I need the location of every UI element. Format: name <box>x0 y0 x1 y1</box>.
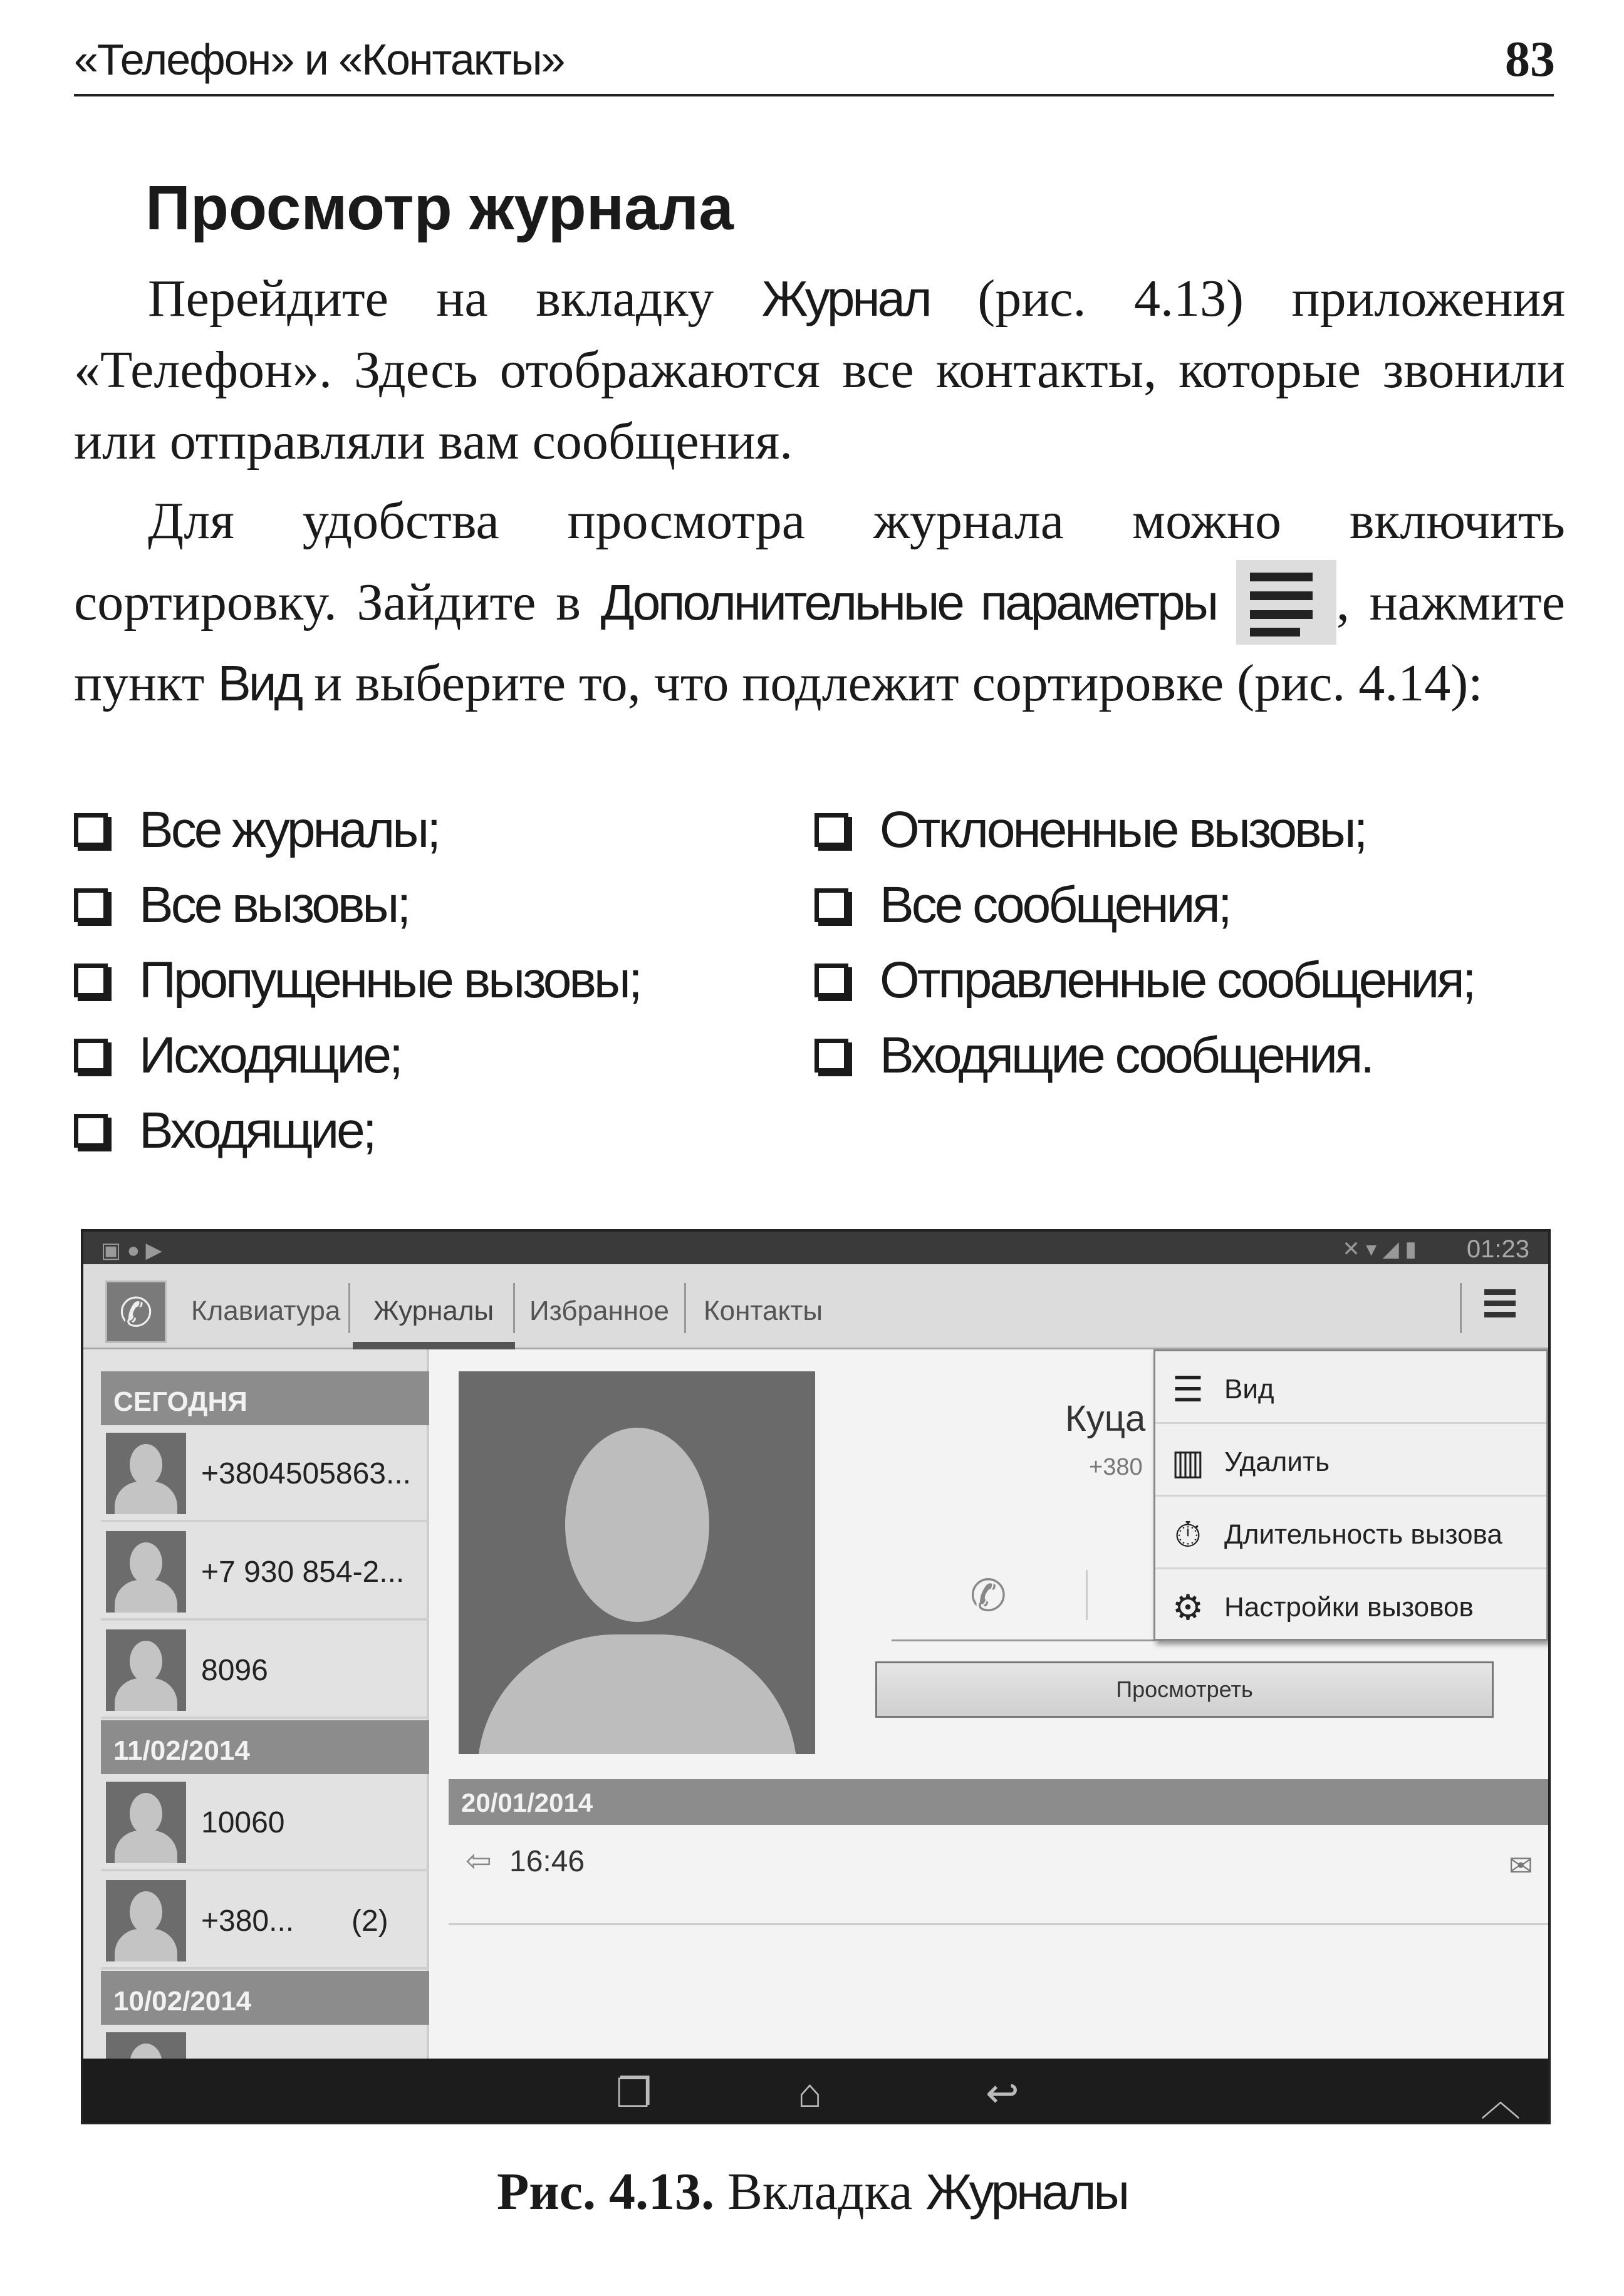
back-icon[interactable]: ↩ <box>986 2070 1019 2116</box>
incoming-call-arrow-icon: ⇦ <box>466 1843 492 1878</box>
checkbox-bullet-icon <box>815 1039 848 1073</box>
section-title: Просмотр журнала <box>145 173 734 243</box>
list-item-text: Входящие сообщения. <box>880 1027 1373 1084</box>
date-header: 20/01/2014 <box>449 1779 1551 1825</box>
caller-name: 8096 <box>201 1654 268 1687</box>
menu-item-delete[interactable] <box>1155 1424 1546 1497</box>
gear-icon: ⚙ <box>1172 1587 1204 1627</box>
section-header-date: 11/02/2014 <box>101 1720 429 1774</box>
list-item <box>815 943 1474 1018</box>
caption-text: Вкладка <box>714 2163 926 2221</box>
divider <box>1086 1570 1088 1620</box>
avatar <box>106 1880 186 1961</box>
divider <box>892 1639 1155 1641</box>
list-right <box>815 792 1474 1093</box>
header-rule <box>74 94 1554 96</box>
paragraph-1 <box>74 263 1565 477</box>
recent-apps-icon[interactable]: ❐ <box>616 2070 652 2116</box>
phone-app-icon[interactable]: ✆ <box>105 1280 167 1343</box>
tab-logs[interactable]: Журналы <box>373 1296 494 1326</box>
list-item <box>74 1093 640 1168</box>
term: Дополнительные параметры <box>600 574 1217 630</box>
status-time: 01:23 <box>1466 1235 1529 1263</box>
stopwatch-icon: ⏱ <box>1174 1515 1202 1554</box>
list-left <box>74 792 640 1168</box>
text: (рис. 4.13) приложения «Телефон». Здесь отображаются все контакты, которые звонили или отправляли вам сообщения. <box>74 269 1566 470</box>
checkbox-bullet-icon <box>815 813 848 847</box>
menu-item-label: Длительность вызова <box>1224 1519 1502 1550</box>
tab-contacts[interactable]: Контакты <box>704 1296 823 1326</box>
divider <box>449 1923 1551 1925</box>
list-item-text: Все вызовы; <box>139 876 409 933</box>
contact-name: Куца <box>1065 1398 1146 1439</box>
tab-keypad[interactable]: Клавиатура <box>191 1296 341 1326</box>
menu-icon <box>1236 560 1336 645</box>
call-log-item[interactable] <box>101 1774 429 1871</box>
section-header-date: 10/02/2014 <box>101 1971 429 2025</box>
checkbox-bullet-icon <box>74 964 108 997</box>
caption-term: Журналы <box>925 2164 1128 2220</box>
paragraph-2 <box>74 482 1565 722</box>
list-item-text: Отклоненные вызовы; <box>880 801 1366 858</box>
menu-item-label: Настройки вызовов <box>1224 1592 1474 1623</box>
call-log-item[interactable] <box>101 1873 429 1970</box>
tab-divider <box>684 1283 686 1333</box>
status-bar <box>83 1232 1548 1264</box>
text: , нажмите пункт <box>74 573 1565 712</box>
section-header-today: СЕГОДНЯ <box>101 1371 429 1425</box>
checkbox-bullet-icon <box>74 813 108 847</box>
term: Журнал <box>761 271 930 326</box>
view-button[interactable]: Просмотреть <box>875 1661 1494 1718</box>
menu-item-label: Вид <box>1224 1374 1274 1405</box>
term: Вид <box>217 655 301 711</box>
checkbox-bullet-icon <box>74 1114 108 1148</box>
tab-divider <box>1460 1283 1462 1333</box>
options-dropdown-menu <box>1153 1349 1548 1641</box>
list-item-text: Все сообщения; <box>880 876 1230 933</box>
call-log-item[interactable] <box>101 1524 429 1621</box>
contact-photo <box>459 1371 815 1754</box>
contact-number: +380 <box>1089 1454 1143 1480</box>
avatar <box>106 1433 186 1514</box>
checkbox-bullet-icon <box>815 964 848 997</box>
list-item <box>815 792 1474 868</box>
call-log-item[interactable] <box>101 1622 429 1719</box>
tab-divider <box>513 1283 515 1333</box>
call-icon[interactable]: ✆ <box>970 1571 1007 1620</box>
menu-item-label: Удалить <box>1224 1447 1330 1477</box>
list-item <box>74 868 640 943</box>
list-item-text: Входящие; <box>139 1102 375 1159</box>
menu-item-call-settings[interactable] <box>1155 1569 1546 1642</box>
list-item-text: Все журналы; <box>139 801 439 858</box>
list-item <box>815 868 1474 943</box>
call-count: (2) <box>351 1904 388 1938</box>
trash-icon: ▥ <box>1171 1442 1205 1482</box>
tab-divider <box>348 1283 350 1333</box>
tab-bar <box>83 1264 1548 1349</box>
active-tab-indicator <box>353 1342 515 1349</box>
checkbox-bullet-icon <box>74 888 108 922</box>
caption-label: Рис. 4.13. <box>496 2163 714 2221</box>
avatar <box>106 1629 186 1711</box>
list-item-text: Отправленные сообщения; <box>880 952 1474 1009</box>
page-number: 83 <box>1505 32 1555 87</box>
chevron-up-icon[interactable]: ︿ <box>1481 2079 1521 2124</box>
text: Перейдите на вкладку <box>148 269 762 328</box>
menu-item-call-duration[interactable] <box>1155 1497 1546 1569</box>
text: Для удобства просмотра журнала можно включить сортировку. Зайдите в <box>74 492 1565 631</box>
signal-icons: ✕ ▾ ◢ ▮ <box>1342 1237 1417 1261</box>
navigation-bar <box>83 2059 1548 2124</box>
running-header: «Телефон» и «Контакты» <box>74 35 565 84</box>
notification-icons: ▣ ● ▶ <box>101 1239 162 1262</box>
list-item-text: Пропущенные вызовы; <box>139 952 640 1009</box>
list-item <box>74 1018 640 1093</box>
sort-icon: ☰ <box>1172 1369 1204 1409</box>
call-log-item[interactable] <box>101 1425 429 1522</box>
message-icon[interactable]: ✉ <box>1509 1849 1533 1882</box>
figure-caption <box>0 2161 1624 2222</box>
avatar <box>106 1531 186 1613</box>
menu-item-view[interactable] <box>1155 1351 1546 1424</box>
call-log-list[interactable] <box>83 1349 429 2059</box>
text: и выберите то, что подлежит сортировке (рис. 4.14): <box>301 654 1483 712</box>
list-item <box>74 943 640 1018</box>
list-item <box>74 792 640 868</box>
log-time: 16:46 <box>509 1845 585 1878</box>
caller-name: +7 930 854-2... <box>201 1556 405 1589</box>
checkbox-bullet-icon <box>74 1039 108 1073</box>
avatar <box>106 1782 186 1863</box>
more-options-menu-icon[interactable] <box>1484 1287 1522 1324</box>
checkbox-bullet-icon <box>815 888 848 922</box>
list-item-text: Исходящие; <box>139 1027 401 1084</box>
caller-name: +380... <box>201 1904 294 1938</box>
caller-name: 10060 <box>201 1806 285 1839</box>
home-icon[interactable]: ⌂ <box>798 2070 822 2116</box>
tab-favorites[interactable]: Избранное <box>529 1296 669 1326</box>
caller-name: +3804505863... <box>201 1457 411 1490</box>
phone-app-screenshot <box>81 1229 1551 2124</box>
list-item <box>815 1018 1474 1093</box>
